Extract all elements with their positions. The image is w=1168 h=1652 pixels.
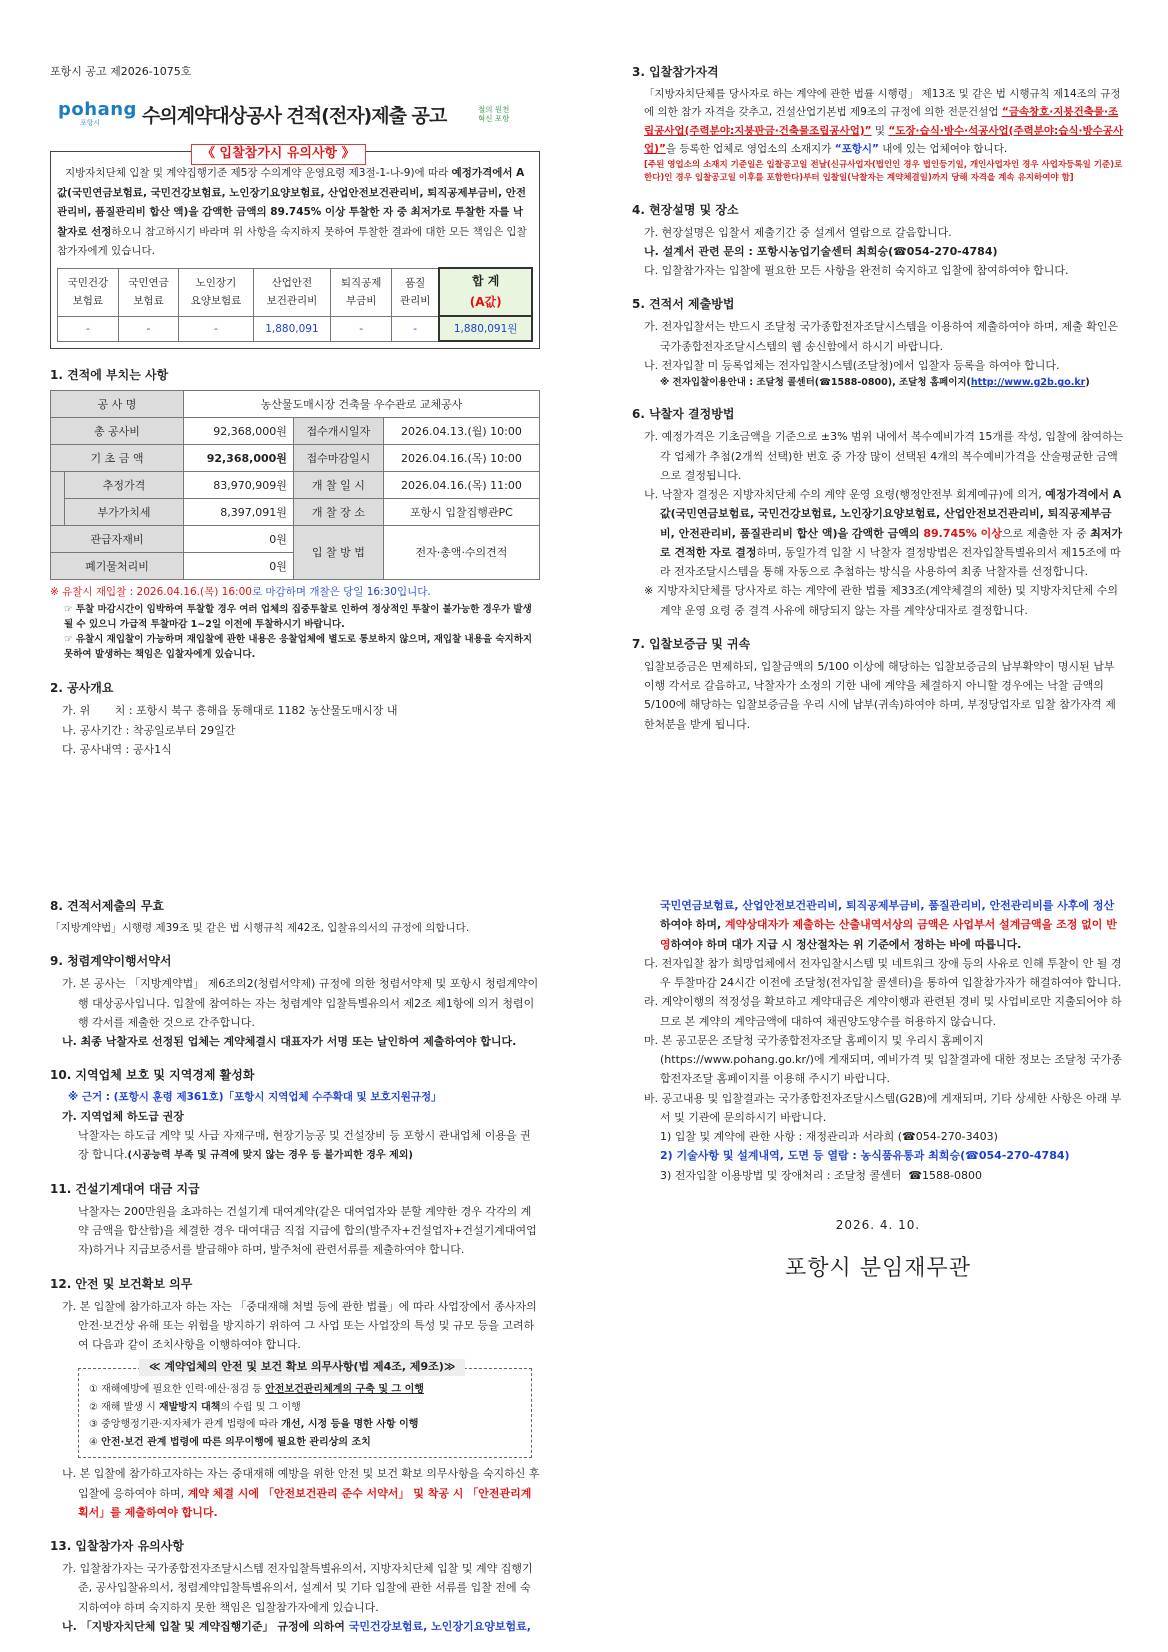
s13-item-ga: 가. 입찰참가자는 국가종합전자조달시스템 전자입찰특별유의서, 지방자치단체 입찰 및 계약 집행기준, 공사입찰유의서, 청렴계약입찰특별유의서, 설계서 및 기타 입찰에 관한 서류를 입찰 전에 숙지하여야 하며 숙지하지 못한 책임은 입찰참가자에게 있습니다.	[62, 1562, 533, 1614]
section-4-title: 4. 현장설명 및 장소	[632, 202, 739, 217]
bottom-left-column	[50, 896, 540, 1636]
label-method: 입 찰 방 법	[293, 526, 383, 580]
a-header-2: 노인장기 요양보험료	[179, 268, 253, 316]
label-mat: 관급자재비	[51, 526, 184, 553]
section-3-title: 3. 입찰참가자격	[632, 65, 719, 79]
a-header-0: 국민건강 보험료	[58, 268, 119, 316]
g2b-link[interactable]: http://www.g2b.go.kr	[970, 377, 1086, 389]
s6-item-ga: 가. 예정가격은 기초금액을 기준으로 ±3% 범위 내에서 복수예비가격 15개를 작성, 입찰에 참여하는 각 업체가 추첨(2개씩 선택)한 번호 중 가장 많이 선택된 4개의 복수예비가격을 산술평균한 금액으로 결정됩니다.	[644, 430, 1124, 482]
s9-item-ga: 가. 본 공사는 「지방계약법」 제6조의2(청렴서약제) 규정에 의한 청렴서약제 및 포항시 청렴계약이행 대상공사입니다. 입찰에 참여하는 자는 청렴계약 입찰특별유의서 제2조 제1항에 의거 청렴이행 각서를 제출한 것으로 간주합니다.	[62, 977, 539, 1029]
spacer-cell	[51, 472, 65, 526]
value-mat: 0원	[183, 526, 293, 553]
s13-item-na: 나. 「지방자치단체 입찰 및 계약집행기준」 규정에 의하여 국민건강보험료, 노인장기요양보험료,	[62, 1619, 531, 1633]
a-header-3: 산업안전 보건관리비	[253, 268, 331, 316]
s8-text: 「지방계약법」시행령 제39조 및 같은 법 시행규칙 제42조, 입찰유의서의 규정에 의합니다.	[50, 922, 470, 934]
s4-item-2: 나. 설계서 관련 문의 : 포항시농업기술센터 최희승(☎054-270-4784)	[644, 244, 998, 258]
bottom-right-column	[632, 896, 1124, 1288]
section-12-title: 12. 안전 및 보건확보 의무	[50, 1276, 193, 1291]
section-8-title: 8. 견적서제출의 무효	[50, 899, 165, 913]
value-method: 전자·총액·수의견적	[383, 526, 539, 580]
s2-item-1: 가. 위 치 : 포항시 북구 흥해읍 동해대로 1182 농산물도매시장 내	[62, 704, 398, 718]
value-waste: 0원	[183, 553, 293, 580]
a-header-4: 퇴직공제 부금비	[331, 268, 392, 316]
s13-continued: 국민연금보험료, 산업안전보건관리비, 퇴직공제부금비, 품질관리비, 안전관리비를 사후에 정산하여야 하며, 계약상대자가 제출하는 산출내역서상의 금액은 사업부서 설계금액을 조정 없이 반영하여야 하며 대가 지급 시 정산절차는 위 기준에서 정하는 바에 따릅니다.	[660, 899, 1117, 951]
section-10-title: 10. 지역업체 보호 및 지역경제 활성화	[50, 1068, 255, 1083]
caution-box	[50, 146, 540, 349]
value-base: 92,368,000원	[183, 445, 293, 472]
notice-date: 2026. 4. 10.	[835, 1217, 921, 1232]
top-right-column	[632, 62, 1124, 734]
rebid-note: ※ 유찰시 재입찰 : 2026.04.16.(목) 16:00로 마감하며 개찰은 당일 16:30입니다.	[50, 586, 431, 599]
s13-item-ra: 라. 계약이행의 적정성을 확보하고 계약대금은 계약이행과 관련된 경비 및 사업비로만 지출되어야 하므로 본 계약의 계약금액에 대하여 채권양도양수를 허용하지 않습니다.	[644, 995, 1122, 1028]
caution-heading: 《 입찰참가시 유의사항 》	[191, 144, 366, 165]
label-waste: 폐기물처리비	[51, 553, 184, 580]
a-value-table	[57, 267, 533, 342]
value-total: 92,368,000원	[183, 418, 293, 445]
value-est: 83,970,909원	[183, 472, 293, 499]
value-vat: 8,397,091원	[183, 499, 293, 526]
value-close: 2026.04.16.(목) 10:00	[383, 445, 539, 472]
bid-info-table	[50, 390, 540, 580]
a-value-1: -	[118, 316, 179, 341]
a-value-4: -	[331, 316, 392, 341]
notice-number: 포항시 공고 제2026-1075호	[50, 65, 192, 78]
s5-note: ※ 전자입찰이용안내 : 조달청 콜센터(☎1588-0800), 조달청 홈페이지(http://www.g2b.go.kr)	[660, 377, 1090, 389]
a-value-header-row	[58, 268, 533, 316]
safety-item-3: ③ 중앙행정기관·지자체가 관계 법령에 따라 개선, 시정 등을 명한 사항 이행	[89, 1419, 419, 1431]
label-project-name: 공 사 명	[51, 391, 184, 418]
label-base: 기 초 금 액	[51, 445, 184, 472]
s12-item-na: 나. 본 입찰에 참가하고자하는 자는 중대재해 예방을 위한 안전 및 보건 확보 의무사항을 숙지하신 후 입찰에 응하여야 하며, 계약 체결 시에 「안전보건관리 준수 서약서」 및 착공 시 「안전관리계획서」를 제출하여야 합니다.	[62, 1467, 540, 1519]
label-place: 개 찰 장 소	[293, 499, 383, 526]
label-est: 추정가격	[65, 472, 184, 499]
s4-item-1: 가. 현장설명은 입찰서 제출기간 중 설계서 열람으로 갈음합니다.	[644, 225, 952, 239]
s11-text: 낙찰자는 200만원을 초과하는 건설기계 대여계약(같은 대여업자와 분할 계약한 경우 각각의 계약 금액을 합산함)을 체결한 경우 대여대금 직접 지급에 합의(발주자+건설업자+건설기계대여업자)하거나 지급보증서를 발급해야 하며, 발주처에 관련서류를 제출하여야 합니다.	[78, 1204, 537, 1257]
a-value-total: 1,880,091원	[439, 316, 532, 341]
s12-item-ga: 가. 본 입찰에 참가하고자 하는 자는 「중대재해 처벌 등에 관한 법률」에 따라 사업장에서 종사자의 안전·보건상 유해 또는 위험을 방지하기 위하여 그 사업 또는 사업장의 특성 및 규모 등을 고려하여 다음과 같이 조치사항을 이행하여야 합니다.	[62, 1299, 537, 1351]
s6-note: ※ 지방자치단체를 당사자로 하는 계약에 관한 법률 제33조(계약체결의 제한) 및 지방자치단체 수의계약 운영 요령 중 결격 사유에 해당되지 않는 자를 계약상대자로 결정합니다.	[644, 584, 1119, 617]
a-value-5: -	[392, 316, 440, 341]
s5-item-2: 나. 전자입찰 미 등록업체는 전자입찰시스템(조달청)에서 입찰자 등록을 하여야 합니다.	[644, 358, 1060, 372]
s3-note: [주된 영업소의 소재지 기준일은 입찰공고일 전날(신규사업자(법인인 경우 법인등기일, 개인사업자인 경우 사업자등록일 기준)로 한다)인 경우 입찰공고일 이후를 포함한다)부터 입찰일(낙찰자는 계약체결일)까지 당해 자격을 계속 유지하여야 함]	[644, 159, 1123, 184]
contact-3: 3) 전자입찰 이용방법 및 장애처리 : 조달청 콜센터 ☎1588-0800	[660, 1168, 983, 1182]
a-header-5: 품질 관리비	[392, 268, 440, 316]
s2-item-2: 나. 공사기간 : 착공일로부터 29일간	[62, 723, 236, 737]
section-11-title: 11. 건설기계대여 대금 지급	[50, 1181, 200, 1196]
a-value-2: -	[179, 316, 253, 341]
s4-item-3: 다. 입찰참가자는 입찰에 필요한 모든 사항을 완전히 숙지하고 입찰에 참여하여야 합니다.	[644, 264, 1069, 278]
value-open: 2026.04.13.(월) 10:00	[383, 418, 539, 445]
value-bid: 2026.04.16.(목) 11:00	[383, 472, 539, 499]
section-2-title: 2. 공사개요	[50, 681, 114, 696]
page-title: 수의계약대상공사 견적(전자)제출 공고	[142, 105, 447, 128]
section-13-title: 13. 입찰참가자 유의사항	[50, 1539, 184, 1553]
s10-basis: ※ 근거 : (포항시 훈령 제361호)「포항시 지역업체 수주확대 및 보호지원규정」	[68, 1091, 442, 1104]
contact-2: 2) 기술사항 및 설계내역, 도면 등 열람 : 농식품유통과 최희승(☎054-270-4784)	[660, 1149, 1070, 1163]
safety-duty-box	[78, 1360, 532, 1458]
a-header-1: 국민연금 보험료	[118, 268, 179, 316]
value-place: 포항시 입찰집행관PC	[383, 499, 539, 526]
label-total: 총 공사비	[51, 418, 184, 445]
label-close: 접수마감일시	[293, 445, 383, 472]
s13-item-da: 다. 전자입찰 참가 희망업체에서 전자입찰시스템 및 네트워크 장애 등의 사유로 인해 투찰이 안 될 경우 투찰마감 24시간 이전에 조달청(전자입찰 콜센터)을 통하여 입찰참가자가 해결하여야 합니다.	[644, 956, 1122, 989]
s13-item-ma: 마. 본 공고문은 조달청 국가종합전자조달 홈페이지 및 우리시 홈페이지(https://www.pohang.go.kr/)에 게재되며, 예비가격 및 입찰결과에 대한 정보는 조달청 국가종합전자조달 홈페이지를 이용해 주시기 바랍니다.	[644, 1033, 1122, 1086]
safety-item-2: ② 재해 발생 시 재발방지 대책의 수립 및 그 이행	[89, 1401, 301, 1413]
label-vat: 부가가치세	[65, 499, 184, 526]
a-value-0: -	[58, 316, 119, 341]
s6-item-na: 나. 낙찰자 결정은 지방자치단체 수의 계약 운영 요령(행정안전부 회계예규)에 의거, 예정가격에서 A값(국민연금보험료, 국민건강보험료, 노인장기요양보험료, 산업안전보건관리비, 퇴직공제부금비, 안전관리비, 품질관리비 합산 액)을 감액한 금액의 89.745% 이상으로 제출한 자 중 최저가로 견적한 자로 결정하며, 동일가격 입찰 시 낙찰자 결정방법은 전자입찰특별유의서 제15조에 따라 전자조달시스템을 통해 자동으로 추첨하는 방식을 사용하여 최종 낙찰자를 선정합니다.	[644, 488, 1123, 579]
section-7-title: 7. 입찰보증금 및 귀속	[632, 636, 751, 651]
bid-note-1: ☞ 투찰 마감시간이 임박하여 투찰할 경우 여러 업체의 집중투찰로 인하여 정상적인 투찰이 불가능한 경우가 발생될 수 있으니 가급적 투찰마감 1~2일 이전에 투찰하시기 바랍니다.	[64, 603, 532, 630]
a-header-total: 합 계 (A값)	[439, 268, 532, 316]
s2-item-3: 다. 공사내역 : 공사1식	[62, 742, 172, 756]
label-bid: 개 찰 일 시	[293, 472, 383, 499]
caution-text: 지방자치단체 입찰 및 계약집행기준 제5장 수의계약 운영요령 제3절-1-나-9)에 따라 예정가격에서 A값(국민연금보험료, 국민건강보험료, 노인장기요양보험료, 산업안전보건관리비, 퇴직공제부금비, 안전관리비, 품질관리비 합산 액)을 감액한 금액의 89.745% 이상 투찰한 자 중 최저가로 투찰한 자를 낙찰자로 선정하오니 참고하시기 바라며 위 사항을 숙지하지 못하여 투찰한 결과에 대한 모든 책임은 입찰참가자에게 있습니다.	[57, 167, 527, 257]
s13-item-ba: 바. 공고내용 및 입찰결과는 국가종합전자조달시스템(G2B)에 게재되며, 기타 상세한 사항은 아래 부서 및 기관에 문의하시기 바랍니다.	[644, 1091, 1122, 1124]
bid-note-2: ☞ 유찰시 재입찰이 가능하며 재입찰에 관한 내용은 응찰업체에 별도로 통보하지 않으며, 재입찰 내용을 숙지하지 못하여 발생하는 책임은 입찰자에게 있습니다.	[64, 634, 533, 661]
top-left-column	[50, 62, 540, 759]
section-1-title: 1. 견적에 부치는 사항	[50, 368, 169, 383]
label-open: 접수개시일자	[293, 418, 383, 445]
pohang-logo: pohang 포항시	[58, 99, 137, 128]
a-value-3: 1,880,091	[253, 316, 331, 341]
section-9-title: 9. 청렴계약이행서약서	[50, 954, 172, 969]
section-5-title: 5. 견적서 제출방법	[632, 297, 735, 312]
header	[50, 95, 540, 143]
s5-item-1: 가. 전자입찰서는 반드시 조달청 국가종합전자조달시스템을 이용하여 제출하여야 하며, 제출 확인은 국가종합전자조달시스템의 웹 송신함에서 하시기 바랍니다.	[644, 320, 1119, 353]
value-project-name: 농산물도매시장 건축물 우수관로 교체공사	[183, 391, 539, 418]
section-6-title: 6. 낙찰자 결정방법	[632, 407, 735, 422]
s7-text: 입찰보증금은 면제하되, 입찰금액의 5/100 이상에 해당하는 입찰보증금의 납부확약이 명시된 납부 이행 각서로 갈음하고, 낙찰자가 소정의 기한 내에 계약을 체결하지 아니할 경우에는 낙찰 금액의 5/100에 해당하는 입찰보증금을 우리 시에 납부(귀속)하여야 하며, 부정당업자로 입찰 참가자격 제한처분을 받게 됩니다.	[644, 659, 1116, 731]
s3-text: 「지방자치단체를 당사자로 하는 계약에 관한 법률 시행령」 제13조 및 같은 법 시행규칙 제14조의 규정에 의한 참가 자격을 갖추고, 건설산업기본법 제9조의 규정에 의한 전문건설업 “금속창호·지붕건축물·조립공사업(주력분야:지붕판금·건축물조립공사업)” 및 “도장·습식·방수·석공사업(주력분야:습식·방수공사업)”을 등록한 업체로 영업소의 소재지가 “포항시” 내에 있는 업체여야 합니다.	[644, 88, 1124, 156]
contact-1: 1) 입찰 및 계약에 관한 사항 : 재정관리과 서라희 (☎054-270-3403)	[660, 1130, 998, 1143]
safety-item-4: ④ 안전·보건 관계 법령에 따른 의무이행에 필요한 관리상의 조치	[89, 1436, 371, 1448]
a-value-row	[58, 316, 533, 341]
s10-item-ga: 가. 지역업체 하도급 권장	[62, 1109, 184, 1123]
safety-box-title: ≪ 계약업체의 안전 및 보건 확보 의무사항(법 제4조, 제9조)≫	[139, 1359, 465, 1376]
signer: 포항시 분임재무관	[784, 1255, 971, 1281]
safety-item-1: ① 재해예방에 필요한 인력·예산·점검 등 안전보건관리체계의 구축 및 그 이행	[89, 1384, 424, 1396]
slogan-logo: 철의 원천 혁신 포항	[478, 105, 510, 124]
s10-text: 낙찰자는 하도급 계약 및 사급 자재구매, 현장기능공 및 건설장비 등 포항시 관내업체 이용을 권장 합니다.(시공능력 부족 및 규격에 맞지 않는 경우 등 불가피한 경우 제외)	[78, 1129, 531, 1162]
s9-item-na: 나. 최종 낙찰자로 선정된 업체는 계약체결시 대표자가 서명 또는 날인하여 제출하여야 합니다.	[62, 1035, 517, 1049]
